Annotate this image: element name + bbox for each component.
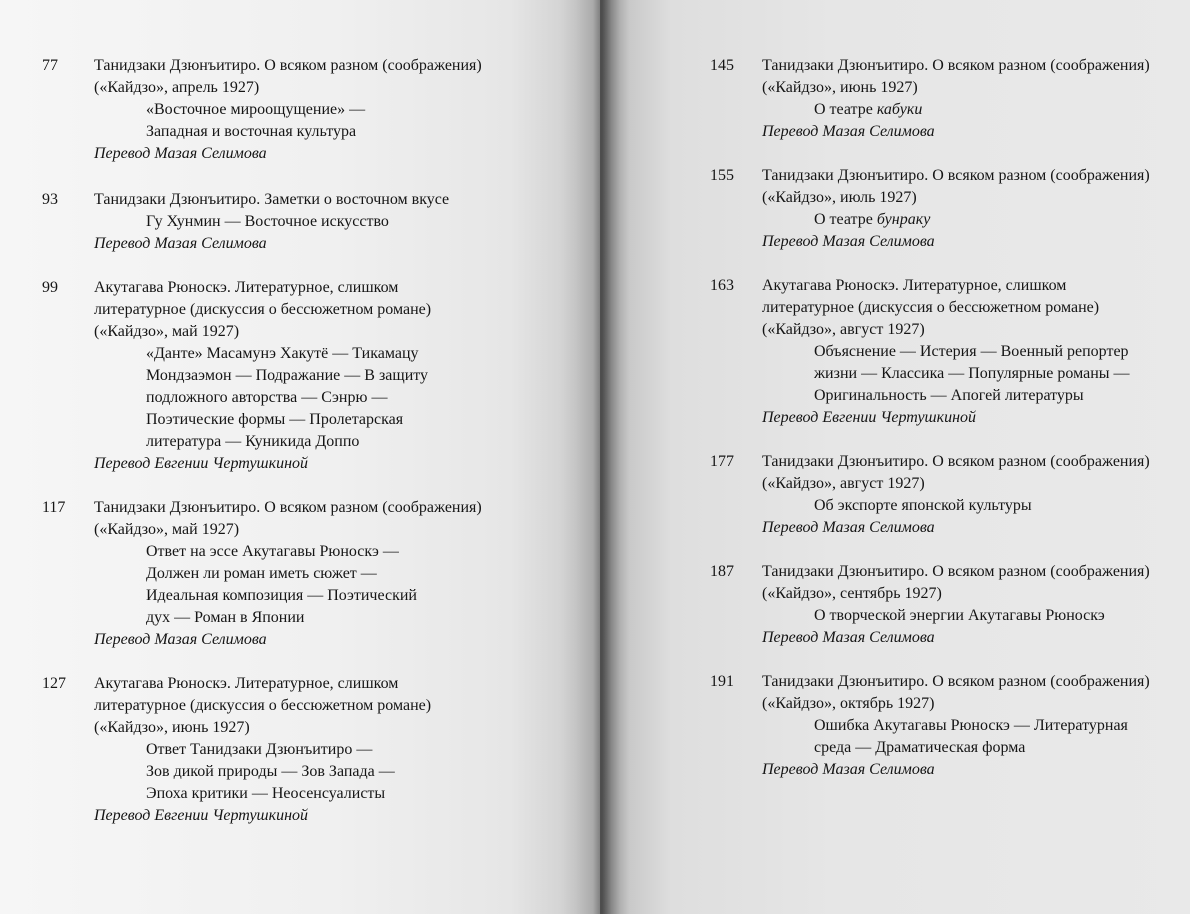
page-number: 191 — [710, 673, 734, 690]
entry-sections: О творческой энергии Акутагавы Рюноскэ — [814, 607, 1105, 624]
entry-sections: «Данте» Масамунэ Хакутё — Тикамацу Мондзаэмон — Подражание — В защиту подложного авторства — Сэнрю — Поэтические формы — Пролетарская литература — Куникида Доппо — [146, 345, 429, 450]
entry-title: Танидзаки Дзюнъитиро. О всяком разном (соображения) («Кайдзо», октябрь 1927) — [762, 673, 1150, 712]
toc-entry — [42, 55, 512, 165]
entry-sections: «Восточное мироощущение» — Западная и восточная культура — [146, 101, 366, 140]
entry-sections — [762, 209, 1180, 231]
toc-entry — [42, 673, 512, 827]
entry-translator: Перевод Евгении Чертушкиной — [94, 455, 309, 472]
entry-title: Акутагава Рюноскэ. Литературное, слишком литературное (дискуссия о бессюжетном романе) («Кайдзо», июнь 1927) — [94, 675, 432, 736]
page-number: 117 — [42, 499, 66, 516]
toc-entry — [710, 165, 1180, 253]
entry-sections: Объяснение — Истерия — Военный репортер жизни — Классика — Популярные романы — Оригинальность — Апогей литературы — [814, 343, 1130, 404]
entry-title: Танидзаки Дзюнъитиро. О всяком разном (соображения) («Кайдзо», август 1927) — [762, 453, 1150, 492]
entry-title: Танидзаки Дзюнъитиро. О всяком разном (соображения) («Кайдзо», апрель 1927) — [94, 57, 482, 96]
entry-translator: Перевод Мазая Селимова — [762, 629, 935, 646]
entry-title: Танидзаки Дзюнъитиро. О всяком разном (соображения) («Кайдзо», май 1927) — [94, 499, 482, 538]
entry-section-italic: кабуки — [876, 101, 923, 118]
toc-entry — [710, 451, 1180, 539]
entry-translator: Перевод Мазая Селимова — [94, 235, 267, 252]
page-number: 187 — [710, 563, 734, 580]
toc-entry — [42, 277, 512, 475]
toc-entry — [710, 275, 1180, 429]
table-of-contents-left — [42, 55, 512, 849]
entry-translator: Перевод Мазая Селимова — [762, 519, 935, 536]
toc-entry — [710, 561, 1180, 649]
page-number: 163 — [710, 277, 734, 294]
entry-sections: Гу Хунмин — Восточное искусство — [146, 213, 389, 230]
entry-sections: Ответ на эссе Акутагавы Рюноскэ — Должен ли роман иметь сюжет — Идеальная композиция — Поэтический дух — Роман в Японии — [146, 543, 417, 626]
entry-translator: Перевод Мазая Селимова — [94, 631, 267, 648]
entry-title: Акутагава Рюноскэ. Литературное, слишком литературное (дискуссия о бессюжетном романе) («Кайдзо», май 1927) — [94, 279, 432, 340]
entry-translator: Перевод Мазая Селимова — [762, 123, 935, 140]
entry-section-text: О театре — [814, 211, 877, 228]
entry-sections — [762, 99, 1180, 121]
entry-title: Акутагава Рюноскэ. Литературное, слишком литературное (дискуссия о бессюжетном романе) («Кайдзо», август 1927) — [762, 277, 1100, 338]
entry-translator: Перевод Евгении Чертушкиной — [762, 409, 977, 426]
toc-entry — [710, 671, 1180, 781]
entry-sections: Ошибка Акутагавы Рюноскэ — Литературная среда — Драматическая форма — [814, 717, 1128, 756]
right-page — [600, 0, 1190, 914]
page-number: 93 — [42, 191, 58, 208]
page-number: 155 — [710, 167, 734, 184]
entry-section-italic: бунраку — [876, 211, 931, 228]
page-number: 145 — [710, 57, 734, 74]
table-of-contents-right — [710, 55, 1180, 803]
page-number: 177 — [710, 453, 734, 470]
page-number: 77 — [42, 57, 58, 74]
entry-sections: Ответ Танидзаки Дзюнъитиро — Зов дикой природы — Зов Запада — Эпоха критики — Неосенсуалисты — [146, 741, 395, 802]
page-number: 127 — [42, 675, 66, 692]
entry-translator: Перевод Мазая Селимова — [94, 145, 267, 162]
toc-entry — [710, 55, 1180, 143]
page-number: 99 — [42, 279, 58, 296]
entry-title: Танидзаки Дзюнъитиро. О всяком разном (соображения) («Кайдзо», июль 1927) — [762, 167, 1150, 206]
entry-title: Танидзаки Дзюнъитиро. О всяком разном (соображения) («Кайдзо», сентябрь 1927) — [762, 563, 1150, 602]
entry-translator: Перевод Мазая Селимова — [762, 761, 935, 778]
toc-entry — [42, 189, 512, 255]
entry-section-text: О театре — [814, 101, 877, 118]
entry-title: Танидзаки Дзюнъитиро. О всяком разном (соображения) («Кайдзо», июнь 1927) — [762, 57, 1150, 96]
entry-title: Танидзаки Дзюнъитиро. Заметки о восточном вкусе — [94, 191, 450, 208]
entry-translator: Перевод Евгении Чертушкиной — [94, 807, 309, 824]
toc-entry — [42, 497, 512, 651]
entry-translator: Перевод Мазая Селимова — [762, 233, 935, 250]
entry-sections: Об экспорте японской культуры — [814, 497, 1032, 514]
